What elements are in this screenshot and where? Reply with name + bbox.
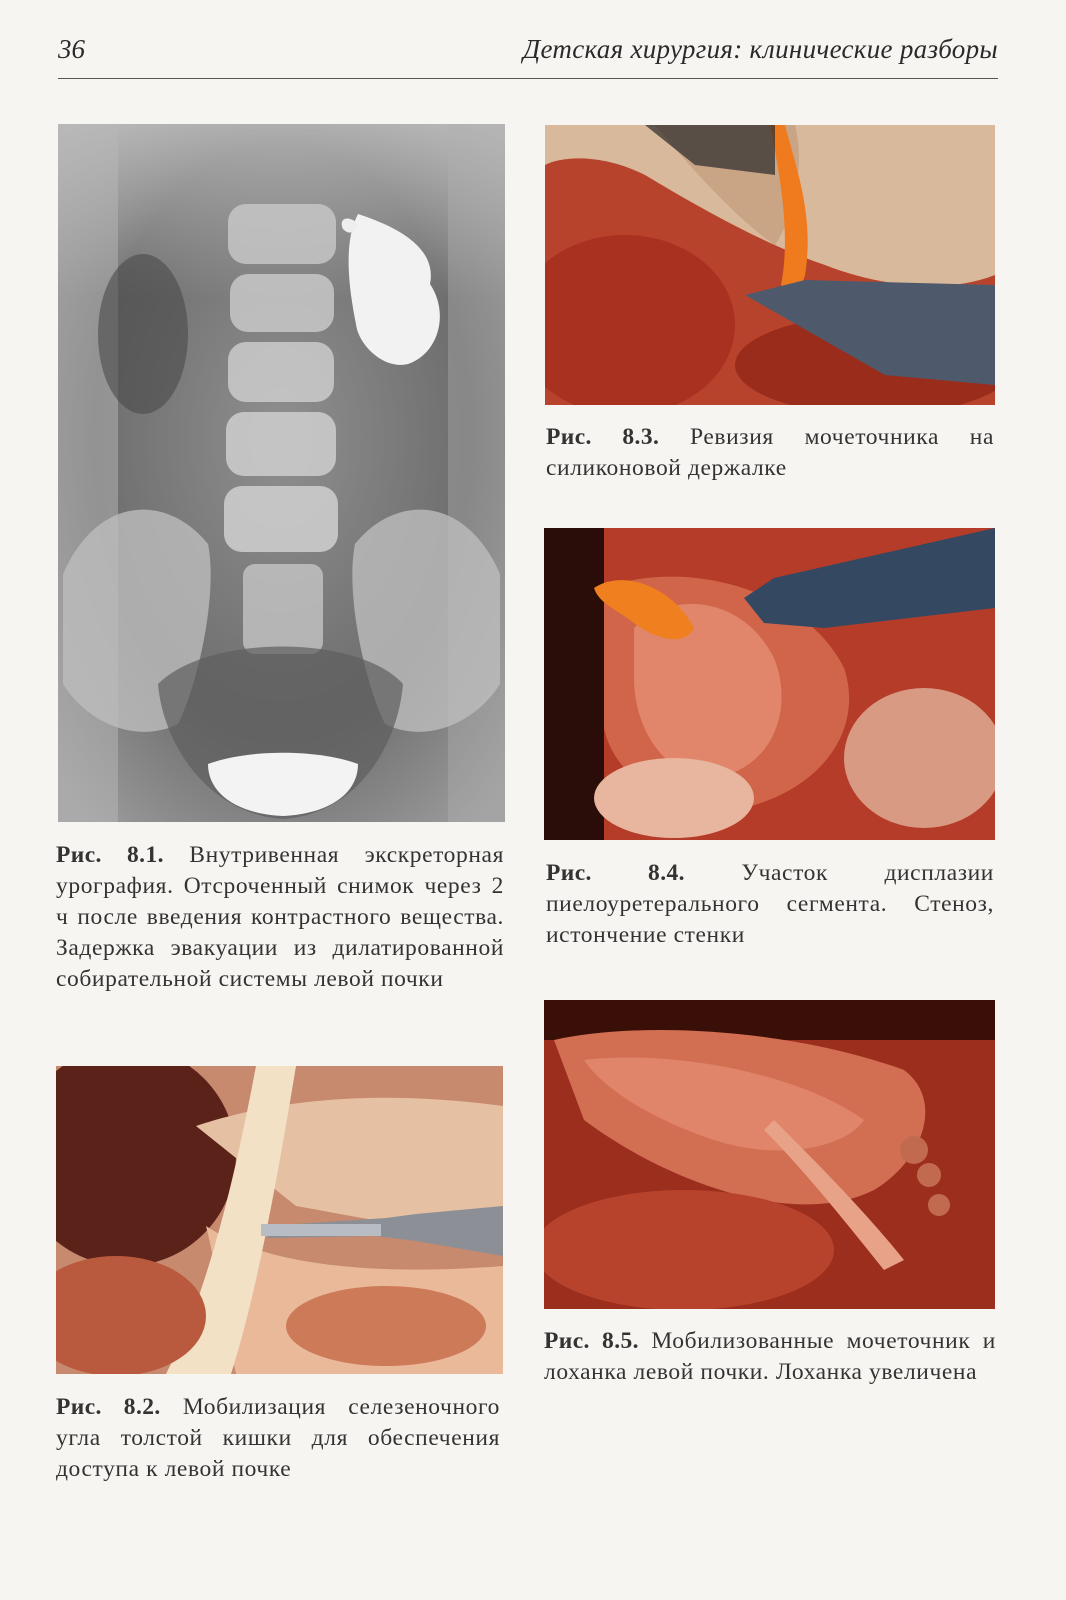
figure-8-3-surgical-photo <box>545 125 995 405</box>
figure-8-2-caption <box>56 1392 500 1485</box>
figure-8-4-text: Участок дисплазии пиелоуретерального сегмента. Стеноз, истончение стенки <box>546 860 994 948</box>
figure-8-2-surgical-photo <box>56 1066 503 1374</box>
figure-8-5-caption <box>544 1326 996 1388</box>
running-title: Детская хирургия: клинические разборы <box>523 34 998 64</box>
figure-8-3-label: Рис. 8.3. <box>546 424 660 450</box>
figure-8-5-label: Рис. 8.5. <box>544 1328 639 1354</box>
figure-8-5-surgical-photo <box>544 1000 995 1309</box>
figure-8-1-xray-image <box>58 124 505 822</box>
figure-8-4-surgical-photo <box>544 528 995 840</box>
figure-8-1-text: Внутривенная экскреторная урография. Отсроченный снимок через 2 ч после введения контрастного вещества. Задержка эвакуации из дилатированной собирательной системы левой почки <box>56 842 504 992</box>
figure-8-5-text: Мобилизованные мочеточник и лоханка левой почки. Лоханка увеличена <box>544 1328 996 1385</box>
figure-8-1-caption <box>56 840 504 995</box>
header-rule <box>58 78 998 79</box>
page-header <box>58 30 998 80</box>
figure-8-1-label: Рис. 8.1. <box>56 842 164 868</box>
page-number: 36 <box>58 34 85 64</box>
figure-8-4-caption <box>546 858 994 951</box>
figure-8-2-label: Рис. 8.2. <box>56 1394 161 1420</box>
figure-8-4-label: Рис. 8.4. <box>546 860 685 886</box>
figure-8-3-caption <box>546 422 994 484</box>
figure-8-2-text: Мобилизация селезеночного угла толстой кишки для обеспечения доступа к левой почке <box>56 1394 500 1482</box>
figure-8-3-text: Ревизия мочеточника на силиконовой держалке <box>546 424 994 481</box>
